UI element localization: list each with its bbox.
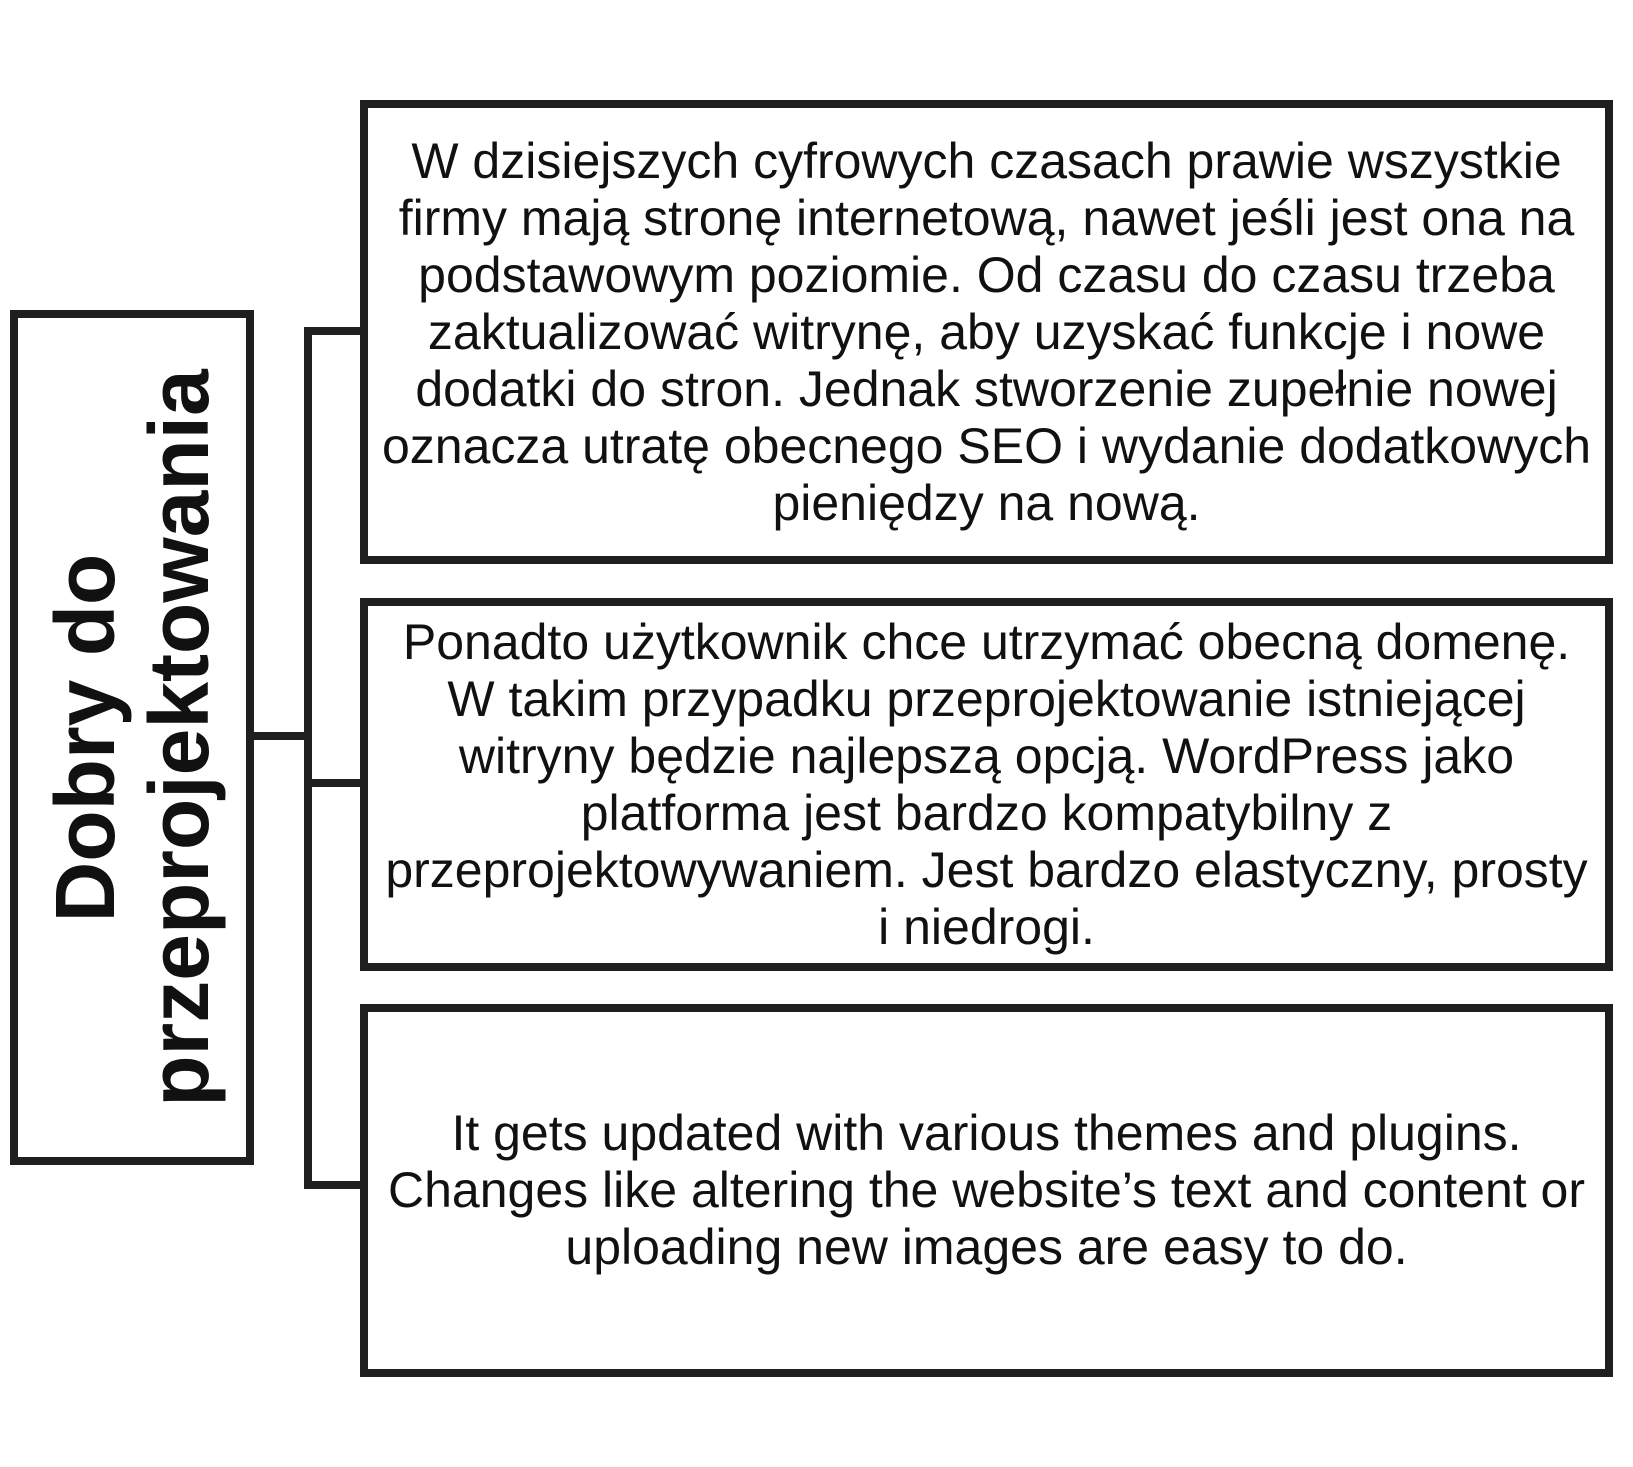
- connector-branch-3: [304, 1181, 364, 1189]
- text-box-3-content: It gets updated with various themes and plugins. Changes like altering the website’s text and content or uploading new images are easy to do.: [387, 1105, 1586, 1275]
- connector-branch-1: [304, 327, 364, 335]
- text-box-1-content: W dzisiejszych cyfrowych czasach prawie wszystkie firmy mają stronę internetową, nawet jeśli jest ona na podstawowym poziomie. Od czasu do czasu trzeba zaktualizować witrynę, aby uzyskać funkcje i nowe dodatki do stron. Jednak stworzenie zupełnie nowej oznacza utratę obecnego SEO i wydanie dodatkowych pieniędzy na nową.: [381, 132, 1592, 531]
- text-box-3: [360, 1004, 1613, 1377]
- connector-branch-2: [304, 779, 364, 787]
- title-box: [10, 310, 254, 1165]
- text-box-1: [360, 100, 1613, 564]
- diagram-title: Dobry do przeprojektowania: [38, 368, 226, 1107]
- text-box-2: [360, 598, 1613, 971]
- connector-title-to-trunk: [254, 732, 308, 740]
- connector-trunk: [304, 327, 312, 1187]
- text-box-2-content: Ponadto użytkownik chce utrzymać obecną domenę. W takim przypadku przeprojektowanie istniejącej witryny będzie najlepszą opcją. WordPress jako platforma jest bardzo kompatybilny z przeprojektowywaniem. Jest bardzo elastyczny, prosty i niedrogi.: [385, 613, 1588, 955]
